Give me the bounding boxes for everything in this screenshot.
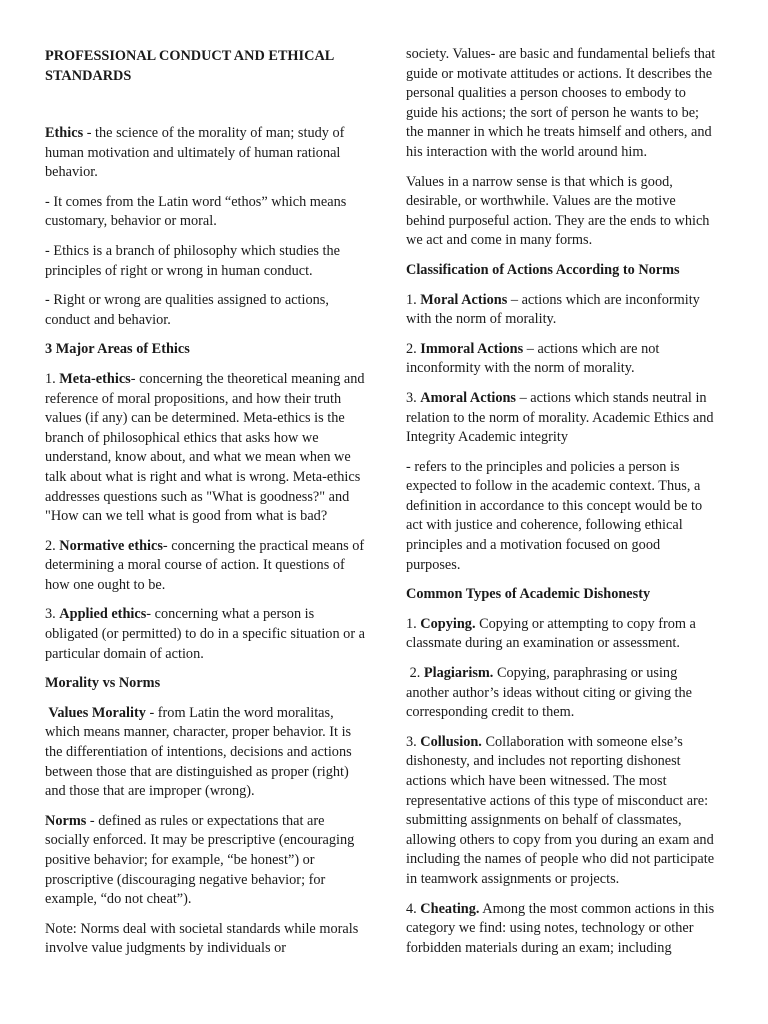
document-title: PROFESSIONAL CONDUCT AND ETHICAL STANDARDS (45, 48, 334, 84)
note: Note: Norms deal with societal standards while morals involve value judgments by individuals or (45, 920, 359, 957)
ethics-term: Ethics (45, 125, 84, 141)
immoral-actions-item: 2. Immoral Actions – actions which are not inconformity with the norm of morality. (406, 340, 660, 377)
values-narrow: Values in a narrow sense is that which is good, desirable, or worthwhile. Values are the motive behind purposeful action. They are the ends to which we act and come in many forms. (406, 173, 710, 249)
values-morality: Values Morality - from Latin the word moralitas, which means manner, character, proper behavior. It is the differentiation of intentions, decisions and actions between those that are distinguished as proper (right) and those that are improper (wrong). (45, 704, 352, 800)
ethics-branch: - Ethics is a branch of philosophy which studies the principles of right or wrong in human conduct. (45, 242, 341, 279)
meta-ethics-item: 1. Meta-ethics- concerning the theoretical meaning and reference of moral propositions, and how their truth values (if any) can be determined. Meta-ethics is the branch of philosophical ethics that asks how we understand, know about, and what we mean when we talk about what is right and what is wrong. Meta-ethics addresses questions such as "What is goodness?" and "How can we tell what is good from what is bad? (45, 370, 365, 525)
norms-definition: Norms - defined as rules or expectations that are socially enforced. It may be prescriptive (encouraging positive behavior; for example, “be honest”) or proscriptive (discouraging negative behavior; for example, “do not cheat”). (45, 812, 355, 908)
right-wrong: - Right or wrong are qualities assigned to actions, conduct and behavior. (45, 292, 329, 328)
values-society: society. Values- are basic and fundamental beliefs that guide or motivate attitudes or actions. It describes the personal qualities a person chooses to embody to guide his actions; the sort of person he wants to be; the manner in which he treats himself and others, and his interaction with the world around him. (406, 46, 716, 160)
academic-integrity-definition: - refers to the principles and policies a person is expected to follow in the academic context. Thus, a definition in accordance to this concept would be to act with justice and coherence, following ethical principles and a motivation focused on good purposes. (406, 458, 703, 573)
amoral-actions-item: 3. Amoral Actions – actions which stands neutral in relation to the norm of morality. Academic Ethics and Integrity Academic integrity (406, 389, 714, 446)
ethics-definition: Ethics - the science of the morality of man; study of human motivation and ultimately of human rational behavior. (45, 125, 345, 181)
normative-ethics-item: 2. Normative ethics- concerning the practical means of determining a moral course of action. It questions of how one ought to be. (45, 537, 365, 593)
collusion-item: 3. Collusion. Collaboration with someone else’s dishonesty, and includes not reporting dishonest actions which have been witnessed. The most representative actions of this type of misconduct are: submitting assignments on behalf of classmates, allowing others to copy from you during an exam and including the names of people who did not participate in teamwork assignments or projects. (406, 733, 715, 887)
applied-ethics-item: 3. Applied ethics- concerning what a person is obligated (or permitted) to do in a specific situation or a particular domain of action. (45, 606, 365, 662)
copying-item: 1. Copying. Copying or attempting to copy from a classmate during an examination or assessment. (406, 615, 696, 652)
classification-heading: Classification of Actions According to Norms (406, 261, 680, 278)
plagiarism-item: 2. Plagiarism. Copying, paraphrasing or using another author’s ideas without citing or giving the corresponding credit to them. (406, 665, 693, 721)
areas-heading: 3 Major Areas of Ethics (45, 341, 190, 358)
left-column (45, 124, 365, 969)
cheating-item: 4. Cheating. Among the most common actions in this category we find: using notes, technology or other forbidden materials during an exam; including (406, 900, 715, 956)
morality-heading: Morality vs Norms (45, 675, 161, 692)
right-column (406, 45, 718, 968)
moral-actions-item: 1. Moral Actions – actions which are inconformity with the norm of morality. (406, 291, 700, 328)
dishonesty-heading: Common Types of Academic Dishonesty (406, 586, 651, 603)
latin-origin: - It comes from the Latin word “ethos” which means customary, behavior or moral. (45, 193, 347, 230)
